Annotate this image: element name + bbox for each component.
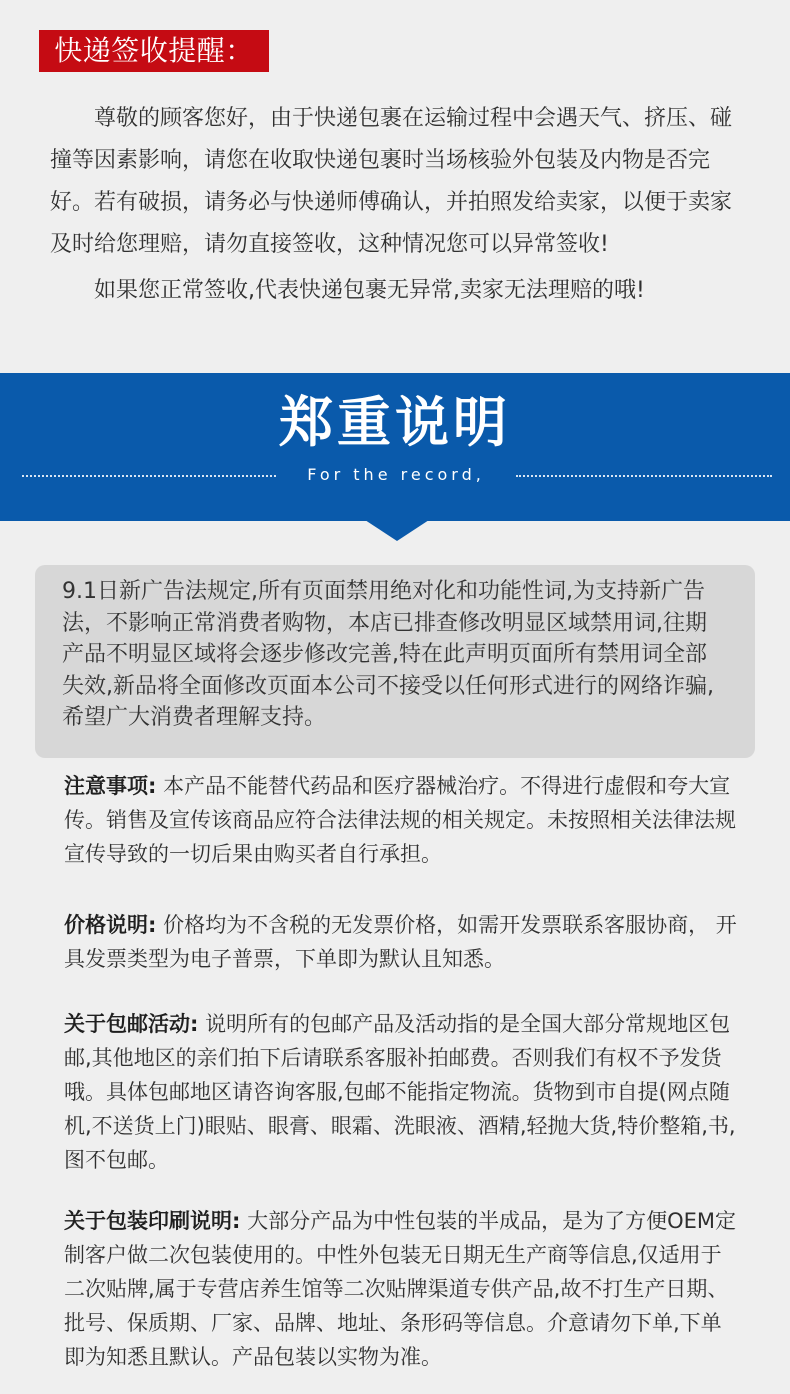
left-dotted-divider [22,475,276,477]
banner-subtitle: For the record, [307,465,485,484]
banner-down-arrow-icon [365,520,429,541]
delivery-notice-paragraph: 尊敬的顾客您好，由于快递包裹在运输过程中会遇天气、挤压、碰撞等因素影响，请您在收取快递包裹时当场核验外包装及内物是否完好。若有破损，请务必与快递师傅确认，并拍照发给卖家，以便于卖家及时给您理赔，请勿直接签收，这种情况您可以异常签收! [50,106,733,257]
section-text: 大部分产品为中性包装的半成品，是为了方便OEM定制客户做二次包装使用的。中性外包装无日期无生产商等信息,仅适用于二次贴牌,属于专营店养生馆等二次贴牌渠道专供产品,故不打生产日期、批号、保质期、厂家、品牌、地址、条形码等信息。介意请勿下单,下单即为知悉且默认。产品包装以实物为准。 [64,1209,736,1369]
statement-text: 9.1日新广告法规定,所有页面禁用绝对化和功能性词,为支持新广告法，不影响正常消费者购物，本店已排查修改明显区域禁用词,往期产品不明显区域将会逐步修改完善,特在此声明页面所有禁用词全部失效,新品将全面修改页面本公司不接受以任何形式进行的网络诈骗,希望广大消费者理解支持。 [62,579,714,730]
section-text: 价格均为不含税的无发票价格，如需开发票联系客服协商， 开具发票类型为电子普票，下单即为默认且知悉。 [64,913,737,971]
section-text: 说明所有的包邮产品及活动指的是全国大部分常规地区包邮,其他地区的亲们拍下后请联系客服补拍邮费。否则我们有权不予发货哦。具体包邮地区请咨询客服,包邮不能指定物流。货物到市自提(网点随机,不送货上门)眼贴、眼膏、眼霜、洗眼液、酒精,轻抛大货,特价整箱,书,图不包邮。 [64,1012,736,1172]
packaging-section [64,1204,740,1374]
notice-section [64,769,740,871]
section-label: 关于包邮活动: [64,1012,199,1036]
banner-title: 郑重说明 [279,391,511,454]
price-section [64,908,740,976]
section-label: 关于包装印刷说明: [64,1209,241,1233]
delivery-notice-followup: 如果您正常签收,代表快递包裹无异常,卖家无法理赔的哦! [94,278,645,303]
delivery-notice-body [50,98,746,312]
section-label: 价格说明: [64,913,157,937]
free-shipping-section [64,1007,740,1177]
right-dotted-divider [516,475,772,477]
section-text: 本产品不能替代药品和医疗器械治疗。不得进行虚假和夸大宣传。销售及宣传该商品应符合法律法规的相关规定。未按照相关法律法规宣传导致的一切后果由购买者自行承担。 [64,774,736,866]
section-label: 注意事项: [64,774,157,798]
delivery-notice-title: 快递签收提醒： [39,30,269,72]
